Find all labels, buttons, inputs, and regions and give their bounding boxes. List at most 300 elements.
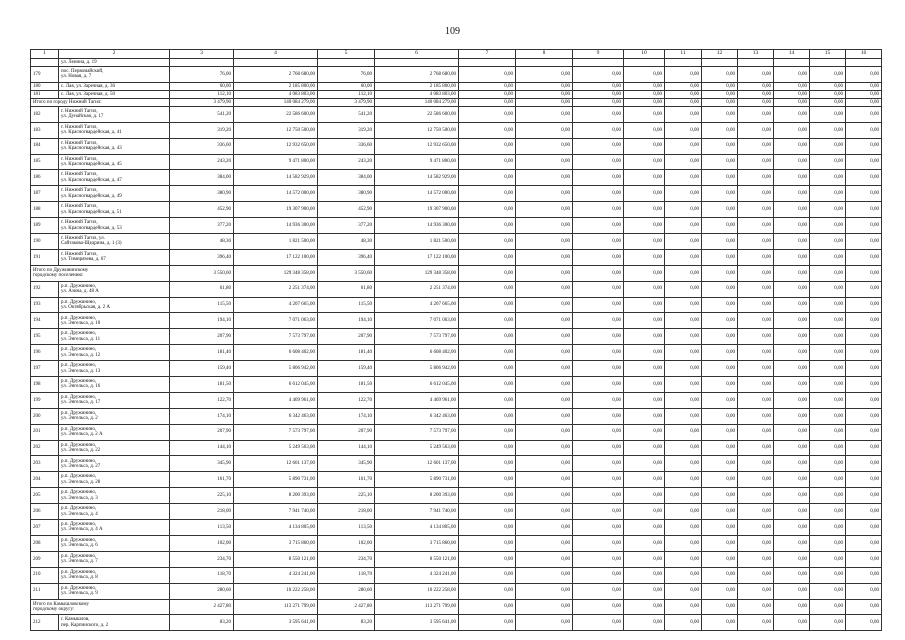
value-cell: 0,00 [624,520,665,536]
value-cell: 4 207 665,00 [375,297,459,313]
row-number-cell: 212 [31,615,59,631]
value-cell: 0,00 [573,138,624,154]
value-cell: 14 936 300,00 [234,218,318,234]
value-cell: 0,00 [810,504,846,520]
value-cell: 218,00 [170,504,234,520]
value-cell: 0,00 [702,249,738,265]
value-cell: 61,80 [170,281,234,297]
value-cell: 0,00 [516,202,573,218]
value-cell: 0,00 [702,567,738,583]
value-cell: 144,10 [170,440,234,456]
value-cell: 0,00 [624,583,665,599]
table-row [31,106,882,122]
value-cell: 0,00 [516,122,573,138]
value-cell: 0,00 [573,408,624,424]
value-cell: 0,00 [738,186,774,202]
value-cell: 0,00 [774,361,810,377]
value-cell [375,59,459,67]
value-cell: 0,00 [624,440,665,456]
value-cell: 380,90 [318,186,375,202]
address-cell: г. Нижний Тагил, ул. Красногвардейская, д. 43 [59,138,170,154]
table-row [31,488,882,504]
value-cell: 452,90 [318,202,375,218]
value-cell: 0,00 [846,98,882,106]
value-cell: 0,00 [774,472,810,488]
value-cell: 336,60 [318,138,375,154]
value-cell: 0,00 [665,154,702,170]
value-cell: 0,00 [774,313,810,329]
value-cell: 0,00 [665,520,702,536]
value-cell: 14 572 000,00 [234,186,318,202]
value-cell: 0,00 [774,234,810,250]
value-cell: 207,90 [318,329,375,345]
value-cell: 0,00 [516,170,573,186]
value-cell: 0,00 [516,456,573,472]
value-cell: 234,70 [318,551,375,567]
value-cell: 0,00 [459,599,516,615]
value-cell: 122,70 [318,392,375,408]
value-cell: 0,00 [459,361,516,377]
value-cell: 48,30 [170,234,234,250]
table-row [31,535,882,551]
value-cell: 0,00 [810,535,846,551]
value-cell: 0,00 [738,504,774,520]
address-cell: г. Нижний Тагил, ул. Красногвардейская, д. 53 [59,218,170,234]
value-cell: 0,00 [846,377,882,393]
value-cell: 0,00 [624,551,665,567]
value-cell: 0,00 [459,106,516,122]
value-cell: 0,00 [702,186,738,202]
table-row [31,424,882,440]
value-cell: 0,00 [738,583,774,599]
value-cell: 0,00 [624,456,665,472]
value-cell: 5 249 563,00 [234,440,318,456]
row-number-cell [31,59,59,67]
value-cell: 207,90 [170,329,234,345]
value-cell: 0,00 [774,567,810,583]
value-cell: 6 342 463,00 [234,408,318,424]
value-cell: 0,00 [774,98,810,106]
value-cell: 0,00 [459,488,516,504]
row-number-cell: 189 [31,218,59,234]
value-cell: 83,20 [318,615,375,631]
value-cell: 0,00 [665,504,702,520]
value-cell: 6 342 463,00 [375,408,459,424]
value-cell: 0,00 [738,218,774,234]
value-cell: 181,40 [170,345,234,361]
value-cell: 0,00 [459,440,516,456]
value-cell: 0,00 [624,535,665,551]
value-cell: 0,00 [624,567,665,583]
value-cell: 0,00 [624,154,665,170]
value-cell: 194,10 [318,313,375,329]
value-cell [516,59,573,67]
value-cell: 0,00 [774,218,810,234]
value-cell: 0,00 [738,551,774,567]
row-number-cell: 205 [31,488,59,504]
row-number-cell: 202 [31,440,59,456]
value-cell: 6 612 045,00 [234,377,318,393]
value-cell: 0,00 [573,67,624,83]
value-cell: 12 601 137,00 [375,456,459,472]
value-cell: 0,00 [702,122,738,138]
value-cell: 0,00 [516,98,573,106]
table-row [31,329,882,345]
row-number-cell: 208 [31,535,59,551]
value-cell: 207,90 [170,424,234,440]
value-cell: 0,00 [846,122,882,138]
value-cell: 7 573 797,00 [375,424,459,440]
value-cell: 19 307 900,00 [234,202,318,218]
value-cell: 0,00 [624,504,665,520]
value-cell: 0,00 [774,90,810,98]
table-row [31,520,882,536]
value-cell: 3 715 860,00 [375,535,459,551]
value-cell: 0,00 [624,424,665,440]
value-cell: 377,20 [170,218,234,234]
value-cell: 0,00 [624,345,665,361]
table-row [31,551,882,567]
value-cell: 112,10 [318,90,375,98]
table-row [31,154,882,170]
value-cell: 14 936 300,00 [375,218,459,234]
value-cell: 0,00 [774,377,810,393]
value-cell: 0,00 [810,520,846,536]
value-cell: 0,00 [774,106,810,122]
table-row [31,82,882,90]
row-number-cell: 194 [31,313,59,329]
value-cell: 0,00 [738,170,774,186]
value-cell: 0,00 [738,377,774,393]
value-cell: 115,50 [170,297,234,313]
value-cell: 0,00 [573,249,624,265]
value-cell: 0,00 [516,424,573,440]
column-header-14: 14 [774,50,810,59]
value-cell: 0,00 [516,249,573,265]
value-cell: 345,90 [318,456,375,472]
value-cell: 0,00 [624,186,665,202]
value-cell: 181,50 [318,377,375,393]
row-number-cell: 196 [31,345,59,361]
value-cell: 0,00 [774,583,810,599]
value-cell: 0,00 [774,535,810,551]
column-header-13: 13 [738,50,774,59]
value-cell: 0,00 [516,218,573,234]
value-cell: 144,10 [318,440,375,456]
value-cell: 0,00 [573,424,624,440]
value-cell: 0,00 [516,234,573,250]
value-cell: 48,30 [318,234,375,250]
column-header-15: 15 [810,50,846,59]
value-cell: 0,00 [665,551,702,567]
value-cell: 0,00 [738,265,774,281]
value-cell: 159,40 [318,361,375,377]
value-cell: 0,00 [738,472,774,488]
address-cell: г. Камышлов, пер. Карпинского, д. 2 [59,615,170,631]
value-cell: 0,00 [702,615,738,631]
table-row [31,408,882,424]
value-cell: 113,50 [170,520,234,536]
value-cell: 140 084 279,00 [234,98,318,106]
value-cell: 384,00 [170,170,234,186]
value-cell: 0,00 [738,154,774,170]
value-cell: 0,00 [774,281,810,297]
address-cell: р.п. Дружинино, ул. Энгельса, д. 4 А [59,520,170,536]
value-cell: 0,00 [738,424,774,440]
value-cell: 0,00 [738,599,774,615]
value-cell: 0,00 [573,90,624,98]
value-cell: 0,00 [459,345,516,361]
value-cell: 0,00 [846,408,882,424]
value-cell: 14 582 929,00 [375,170,459,186]
value-cell: 7 573 797,00 [234,424,318,440]
value-cell: 4 134 805,00 [375,520,459,536]
value-cell: 0,00 [665,281,702,297]
value-cell: 0,00 [702,535,738,551]
value-cell: 0,00 [702,377,738,393]
value-cell: 0,00 [665,361,702,377]
value-cell: 0,00 [459,218,516,234]
value-cell: 0,00 [665,345,702,361]
value-cell: 10 222 258,00 [234,583,318,599]
value-cell [234,59,318,67]
value-cell: 0,00 [774,599,810,615]
value-cell: 0,00 [846,361,882,377]
value-cell: 159,40 [170,361,234,377]
table-row [31,440,882,456]
value-cell: 0,00 [774,424,810,440]
value-cell: 380,90 [170,186,234,202]
row-number-cell: 209 [31,551,59,567]
value-cell: 7 071 063,00 [234,313,318,329]
value-cell: 3 715 860,00 [234,535,318,551]
value-cell: 12 601 137,00 [234,456,318,472]
column-header-8: 8 [516,50,573,59]
table-row [31,186,882,202]
value-cell: 0,00 [774,297,810,313]
value-cell: 0,00 [516,504,573,520]
value-cell: 0,00 [738,329,774,345]
value-cell: 0,00 [774,249,810,265]
address-cell: р.п. Дружинино, ул. Азина, д. 48 А [59,281,170,297]
value-cell: 0,00 [702,345,738,361]
value-cell: 0,00 [810,615,846,631]
value-cell: 0,00 [665,567,702,583]
value-cell: 12 750 500,00 [375,122,459,138]
value-cell: 0,00 [516,599,573,615]
value-cell: 0,00 [774,186,810,202]
value-cell: 0,00 [810,313,846,329]
value-cell: 0,00 [459,82,516,90]
column-header-11: 11 [665,50,702,59]
value-cell: 0,00 [573,535,624,551]
value-cell: 2 251 374,00 [234,281,318,297]
value-cell: 0,00 [516,329,573,345]
address-cell: г. Нижний Тагил, ул. Тимирязева, д. 67 [59,249,170,265]
value-cell: 0,00 [702,154,738,170]
value-cell: 22 586 600,00 [375,106,459,122]
value-cell: 174,10 [318,408,375,424]
value-cell: 0,00 [774,329,810,345]
value-cell: 0,00 [774,82,810,90]
value-cell: 0,00 [702,504,738,520]
column-header-16: 16 [846,50,882,59]
value-cell: 0,00 [665,329,702,345]
column-header-12: 12 [702,50,738,59]
value-cell: 4 469 961,00 [375,392,459,408]
value-cell: 0,00 [624,408,665,424]
value-cell: 0,00 [516,297,573,313]
value-cell: 0,00 [774,138,810,154]
value-cell: 0,00 [846,313,882,329]
value-cell: 3 595 641,00 [234,615,318,631]
value-cell: 0,00 [624,138,665,154]
table-row [31,138,882,154]
value-cell: 7 573 797,00 [234,329,318,345]
value-cell: 113,50 [318,520,375,536]
value-cell: 0,00 [624,234,665,250]
address-cell: р.п. Дружинино, ул. Энгельса, д. 11 [59,329,170,345]
value-cell: 0,00 [846,456,882,472]
table-row [31,234,882,250]
table-row [31,90,882,98]
value-cell: 0,00 [516,82,573,90]
value-cell: 12 932 650,00 [375,138,459,154]
value-cell: 0,00 [738,281,774,297]
value-cell: 12 750 500,00 [234,122,318,138]
value-cell: 0,00 [774,456,810,472]
value-cell [665,59,702,67]
value-cell: 0,00 [665,424,702,440]
value-cell: 6 608 402,00 [375,345,459,361]
table-row [31,615,882,631]
value-cell: 0,00 [774,488,810,504]
value-cell: 0,00 [459,520,516,536]
value-cell: 0,00 [459,170,516,186]
value-cell: 0,00 [516,281,573,297]
value-cell: 0,00 [665,234,702,250]
value-cell: 0,00 [702,599,738,615]
value-cell: 0,00 [516,408,573,424]
row-number-cell: 197 [31,361,59,377]
value-cell: 0,00 [624,599,665,615]
value-cell: 0,00 [702,67,738,83]
column-header-5: 5 [318,50,375,59]
value-cell: 0,00 [516,472,573,488]
value-cell: 0,00 [459,313,516,329]
value-cell: 1 821 500,00 [234,234,318,250]
value-cell: 225,10 [170,488,234,504]
row-number-cell: 180 [31,82,59,90]
value-cell: 0,00 [516,377,573,393]
table-row [31,218,882,234]
value-cell: 0,00 [573,170,624,186]
value-cell: 4 324 241,00 [234,567,318,583]
address-cell: пос. Первомайский, ул. Новая, д. 7 [59,67,170,83]
table-row [31,456,882,472]
value-cell: 174,10 [170,408,234,424]
value-cell: 0,00 [624,615,665,631]
value-cell: 319,20 [170,122,234,138]
column-header-1: 1 [31,50,59,59]
value-cell: 76,00 [170,67,234,83]
value-cell: 0,00 [665,138,702,154]
value-cell: 0,00 [774,440,810,456]
value-cell: 8 200 393,00 [234,488,318,504]
row-number-cell: 182 [31,106,59,122]
value-cell: 7 071 063,00 [375,313,459,329]
value-cell: 7 941 740,00 [375,504,459,520]
table-row [31,313,882,329]
value-cell: 0,00 [665,408,702,424]
value-cell: 0,00 [738,361,774,377]
address-cell: р.п. Дружинино, ул. Энгельса, д. 9 [59,583,170,599]
value-cell: 0,00 [846,265,882,281]
value-cell: 0,00 [738,90,774,98]
value-cell: 2 427,80 [170,599,234,615]
value-cell: 0,00 [573,377,624,393]
value-cell: 336,60 [170,138,234,154]
value-cell: 0,00 [738,202,774,218]
table-row [31,377,882,393]
value-cell: 0,00 [573,106,624,122]
value-cell: 0,00 [459,456,516,472]
value-cell: 0,00 [624,488,665,504]
value-cell: 0,00 [459,329,516,345]
value-cell: 0,00 [846,488,882,504]
value-cell: 0,00 [810,392,846,408]
address-cell: р.п. Дружинино, ул. Энгельса, д. 4 [59,504,170,520]
value-cell: 0,00 [774,345,810,361]
value-cell: 2 251 374,00 [375,281,459,297]
value-cell: 0,00 [810,154,846,170]
value-cell: 0,00 [810,106,846,122]
value-cell: 0,00 [702,472,738,488]
address-cell: г. Нижний Тагил, ул. Красногвардейская, д. 45 [59,154,170,170]
value-cell: 0,00 [665,170,702,186]
value-cell: 0,00 [702,202,738,218]
value-cell: 0,00 [810,67,846,83]
value-cell: 0,00 [846,249,882,265]
address-cell: р.п. Дружинино, ул. Октябрьская, д. 2 А [59,297,170,313]
value-cell: 0,00 [810,297,846,313]
value-cell: 0,00 [774,67,810,83]
value-cell: 0,00 [665,106,702,122]
value-cell: 0,00 [573,345,624,361]
value-cell: 0,00 [516,567,573,583]
value-cell: 207,90 [318,424,375,440]
value-cell: 7 573 797,00 [375,329,459,345]
subtotal-row [31,265,882,281]
value-cell: 0,00 [810,567,846,583]
table-row [31,361,882,377]
value-cell: 0,00 [624,218,665,234]
value-cell: 118,70 [318,567,375,583]
value-cell [738,59,774,67]
table-row [31,202,882,218]
subtotal-label-cell: Итого по Дружининскому городскому поселению: [31,265,170,281]
value-cell: 541,20 [318,106,375,122]
value-cell: 243,20 [170,154,234,170]
row-number-cell: 207 [31,520,59,536]
value-cell: 0,00 [702,424,738,440]
value-cell: 129 348 358,00 [234,265,318,281]
value-cell: 0,00 [665,488,702,504]
value-cell: 234,70 [170,551,234,567]
table-row [31,504,882,520]
address-cell: р.п. Дружинино, ул. Энгельса, д. 12 [59,345,170,361]
address-cell: р.п. Дружинино, ул. Энгельса, д. 7 [59,551,170,567]
